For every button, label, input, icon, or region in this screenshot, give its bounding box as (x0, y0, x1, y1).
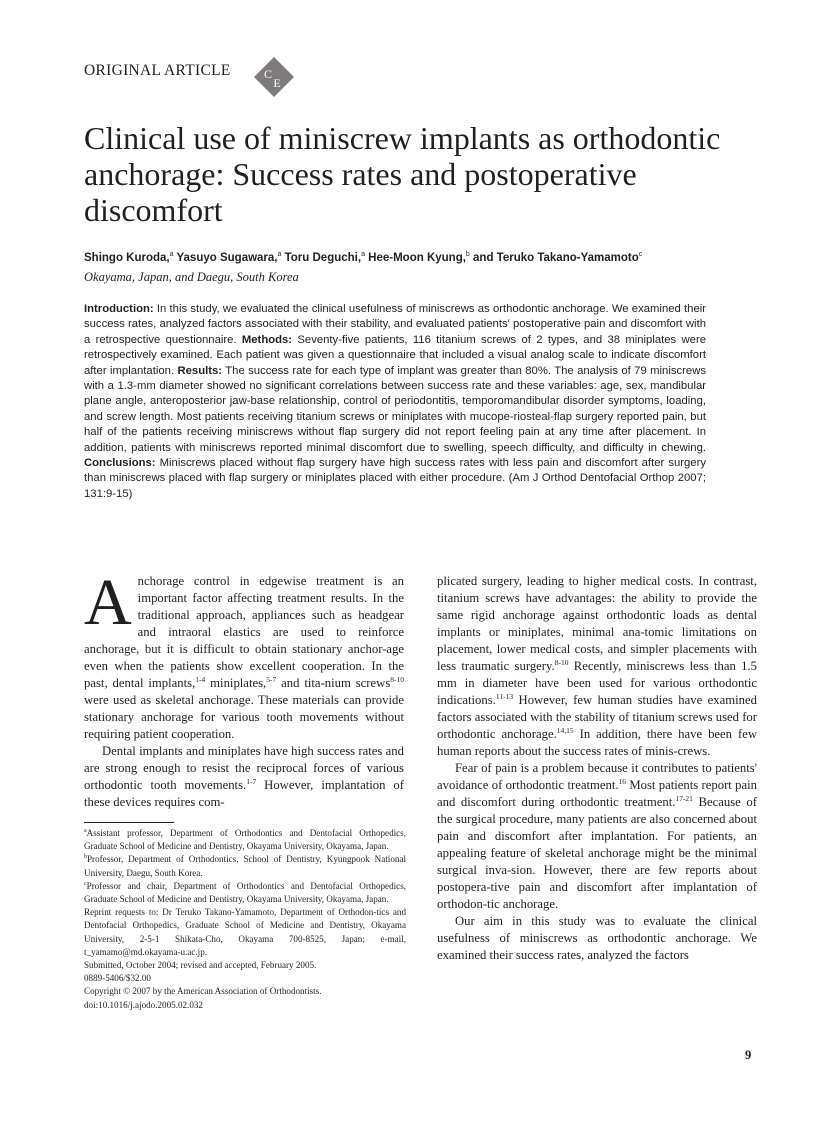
footnote-text: Assistant professor, Department of Orthodontics and Dentofacial Orthopedics, Graduate School of Medicine and Dentistry, Okayama University, Okayama, Japan. (84, 828, 406, 852)
abstract-section-label: Conclusions: (84, 457, 156, 470)
author-list (84, 251, 642, 264)
footnote (84, 880, 406, 906)
body-text: Because of the surgical procedure, many patients are also concerned about pain and discomfort after implantation. For patients, an appealing feature of skeletal anchorage might be the minimal surgical inva-sion. However, there are few reports about postopera-tive pain and discomfort after implantation of orthodon-tic anchorage. (437, 795, 757, 911)
author-affiliation-mark: a (277, 251, 282, 258)
body-ref: 8-10 (554, 657, 569, 667)
body-ref: 14,15 (556, 725, 574, 735)
body-ref: 8-10 (390, 674, 405, 684)
abstract-section-text: Miniscrews placed without flap surgery have high success rates with less pain and discomfort after surgery than miniscrews placed with flap surgery or miniplates placed with either procedure. (Am J Orthod Dentofacial Orthop 2007; 131:9-15) (84, 457, 706, 500)
author-name: Hee-Moon Kyung, (364, 251, 466, 264)
footnote (84, 959, 406, 972)
body-text: were used as skeletal anchorage. These materials can provide stationary anchorage for various tooth movements without requiring patient cooperation. (84, 693, 404, 741)
footnote-text: Professor and chair, Department of Orthodontics and Dentofacial Orthopedics, Graduate School of Medicine and Dentistry, Okayama University, Okayama, Japan. (84, 880, 406, 905)
author-affiliation-mark: a (169, 251, 174, 258)
body-text: Recently, miniscrews less than 1.5 mm in diameter have been used for various orthodontic indications. (437, 659, 757, 707)
footnote (84, 853, 406, 879)
body-text: However, few human studies have examined factors associated with the stability of titanium screws used for orthodontic anchorage. (437, 693, 757, 741)
body-text: miniplates, (205, 676, 267, 690)
body-text: Dental implants and miniplates have high success rates and are strong enough to resist the reciprocal forces of various orthodontic tooth movements. (84, 744, 404, 792)
body-paragraph (437, 573, 757, 760)
footnote-divider (84, 822, 174, 823)
author-affiliation-mark: a (361, 251, 365, 258)
abstract (84, 302, 706, 502)
abstract-section-text: Seventy-five patients, 116 titanium screws of 2 types, and 38 miniplates were retrospectively examined. Each patient was given a questionnaire that included a visual analog scale to indicate discomfort after implantation. (84, 333, 706, 377)
body-paragraph (84, 566, 405, 743)
section-label: ORIGINAL ARTICLE (84, 62, 231, 79)
body-column-right (437, 573, 757, 964)
author-name: Shingo Kuroda, (84, 251, 170, 264)
body-text: In addition, there have been few human reports about the success rates of minis-crews. (437, 727, 757, 758)
abstract-section-label: Introduction: (84, 303, 154, 315)
drop-cap: A (84, 566, 132, 639)
footnote (84, 827, 406, 853)
footnote-text: 0889-5406/$32.00 (84, 973, 151, 984)
article-title: Clinical use of miniscrew implants as orthodontic anchorage: Success rates and postoperative discomfort (84, 120, 721, 228)
body-paragraph (84, 743, 404, 811)
body-column-left (84, 566, 405, 811)
body-text: Most patients report pain and discomfort during orthodontic treatment. (437, 778, 757, 809)
footnote-ref: c (84, 880, 87, 887)
body-text: and tita-nium screws (276, 676, 391, 690)
footnote-text: doi:10.1016/j.ajodo.2005.02.032 (84, 999, 203, 1010)
ce-badge-letter-e: E (273, 76, 281, 90)
abstract-section-text: In this study, we evaluated the clinical usefulness of miniscrews as orthodontic anchorage. We examined their success rates, analyzed factors associated with their stability, and evaluated patients' postoperative pain and discomfort with a retrospective questionnaire. (84, 303, 706, 346)
footnote-ref: a (84, 827, 87, 834)
body-ref: 1-7 (246, 776, 257, 786)
body-ref: 1-4 (195, 674, 206, 684)
author-name: Toru Deguchi, (281, 251, 362, 264)
page-number: 9 (745, 1048, 752, 1062)
footnote (84, 972, 406, 985)
footnote-ref: b (84, 854, 87, 861)
footnote-text: Reprint requests to: Dr Teruko Takano-Yamamoto, Department of Orthodon-tics and Dentofacial Orthopedics, Graduate School of Medicine and Dentistry, Okayama University, 2-5-1 Shikata-Cho, Okayama 700-8525, Japan; e-mail, t_yamamo@md.okayama-u.ac.jp. (84, 907, 406, 957)
body-ref: 5-7 (266, 674, 277, 684)
ce-badge-letter-c: C (263, 67, 273, 81)
abstract-section-label: Methods: (241, 333, 293, 346)
footnote-text: Professor, Department of Orthodontics, School of Dentistry, Kyungpook National University, Daegu, South Korea. (84, 854, 406, 878)
abstract-section-text: The success rate for each type of implant was greater than 80%. The analysis of 79 miniscrews with a 1.3-mm diameter showed no significant correlations between success rate and these variables: age, sex, mandibular plane angle, anteroposterior jaw-base relationship, control of periodontitis, temporomandibular disorder symptoms, loading, and screw length. Most patients receiving titanium screws or miniplates with mucope-riosteal-flap surgery reported pain, but half of the patients receiving miniscrews without flap surgery did not report feeling pain at any time after placement. In addition, patients with miniscrews reported minimal discomfort due to swelling, speech difficulty, and difficulty in chewing. (84, 364, 706, 454)
author-name: and Teruko Takano-Yamamoto (469, 251, 639, 264)
ce-badge-icon (254, 57, 294, 97)
footnote-text: Copyright © 2007 by the American Association of Orthodontists. (84, 986, 322, 997)
author-affiliation-mark: c (638, 251, 643, 258)
body-text: Fear of pain is a problem because it contributes to patients' avoidance of orthodontic treatment. (437, 761, 757, 792)
body-ref: 11-13 (495, 691, 514, 701)
author-affiliation: Okayama, Japan, and Daegu, South Korea (84, 270, 299, 284)
body-ref: 17-21 (675, 793, 693, 803)
footnotes (84, 827, 406, 1012)
author-affiliation-mark: b (465, 251, 470, 258)
footnote (84, 906, 406, 959)
footnote-text: Submitted, October 2004; revised and accepted, February 2005. (84, 960, 317, 971)
footnote (84, 999, 406, 1012)
body-text: Our aim in this study was to evaluate the clinical usefulness of miniscrews as orthodontic anchorage. We examined their success rates, analyzed the factors (437, 914, 757, 962)
body-paragraph (437, 913, 757, 964)
author-name: Yasuyo Sugawara, (173, 251, 278, 264)
body-ref: 16 (618, 776, 627, 786)
abstract-section-label: Results: (177, 364, 223, 377)
body-text: However, implantation of these devices requires com- (84, 778, 404, 809)
body-text: nchorage control in edgewise treatment is an important factor affecting treatment results. In the traditional approach, appliances such as headgear and intraoral elastics are used to reinforce anchorage, but it is difficult to obtain stationary anchor-age even when the patients show excellent cooperation. In the past, dental implants, (84, 574, 404, 690)
footnote (84, 985, 406, 998)
body-paragraph (437, 760, 757, 913)
body-text: plicated surgery, leading to higher medical costs. In contrast, titanium screws have advantages: the ability to provide the same rigid anchorage against orthodontic loads as dental implants or miniplates, minimal ana-tomic limitations on placement, lower medical costs, and simpler placements with less traumatic surgery. (437, 574, 757, 673)
